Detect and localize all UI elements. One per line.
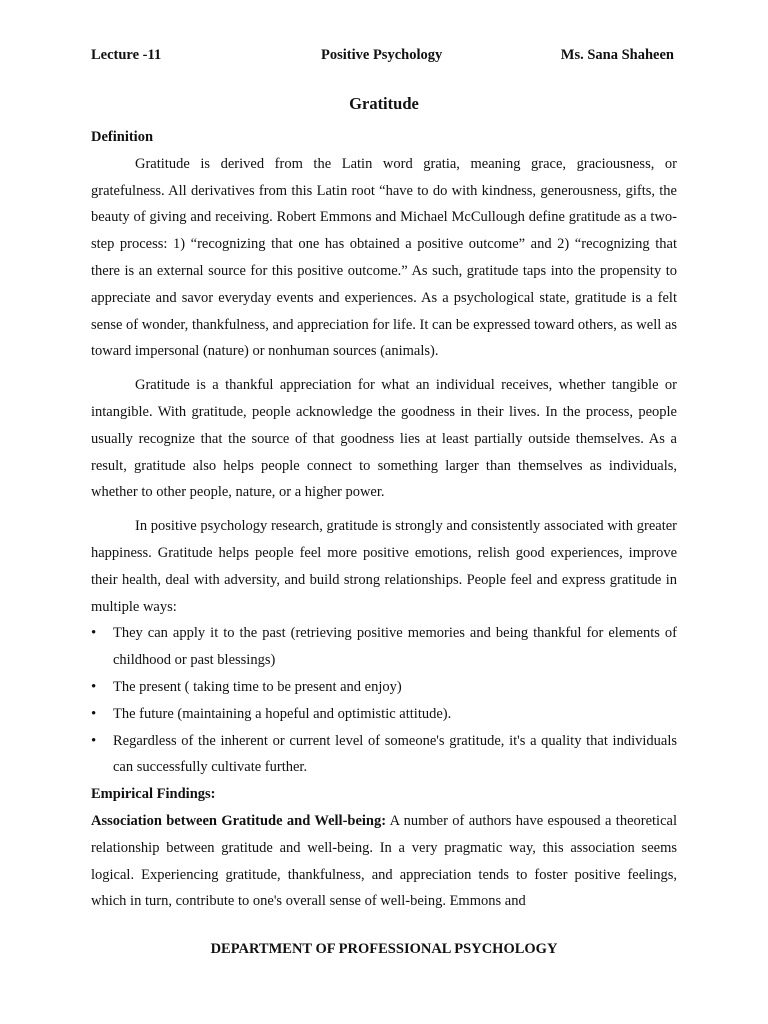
document-body	[91, 124, 677, 915]
list-item: • The future (maintaining a hopeful and optimistic attitude).	[91, 701, 677, 728]
definition-paragraph-1: Gratitude is derived from the Latin word gratia, meaning grace, graciousness, or gratefulness. All derivatives from this Latin root “have to do with kindness, generousness, gifts, the beauty of giving and receiving. Robert Emmons and Michael McCullough define gratitude as a two-step process: 1) “recognizing that one has obtained a positive outcome” and 2) “recognizing that there is an external source for this positive outcome.” As such, gratitude taps into the propensity to appreciate and savor everyday events and experiences. As a psychological state, gratitude is a felt sense of wonder, thankfulness, and appreciation for life. It can be expressed toward others, as well as toward impersonal (nature) or nonhuman sources (animals).	[91, 155, 677, 360]
definition-paragraph-2: Gratitude is a thankful appreciation for what an individual receives, whether tangible or intangible. With gratitude, people acknowledge the goodness in their lives. In the process, people usually recognize that the source of that goodness lies at least partially outside themselves. As a result, gratitude also helps people connect to something larger than themselves as individuals, whether to other people, nature, or a higher power.	[91, 377, 677, 501]
association-paragraph	[91, 808, 677, 915]
association-lead: Association between Gratitude and Well-being:	[91, 812, 387, 829]
gratitude-ways-list	[91, 620, 677, 781]
list-item: • Regardless of the inherent or current level of someone's gratitude, it's a quality that individuals can successfully cultivate further.	[91, 728, 677, 782]
instructor-name: Ms. Sana Shaheen	[560, 47, 674, 63]
page-title: Gratitude	[349, 94, 419, 113]
definition-paragraph-3: In positive psychology research, gratitude is strongly and consistently associated with greater happiness. Gratitude helps people feel more positive emotions, relish good experiences, improve their health, deal with adversity, and build strong relationships. People feel and express gratitude in multiple ways:	[91, 518, 677, 615]
empirical-findings-heading: Empirical Findings:	[91, 786, 216, 803]
association-text: A number of authors have espoused a theoretical relationship between gratitude and well-being. In a very pragmatic way, this association seems logical. Experiencing gratitude, thankfulness, and appreciation tends to foster positive feelings, which in turn, contribute to one's overall sense of well-being. Emmons and	[91, 812, 677, 910]
page-header	[91, 47, 677, 67]
course-title: Positive Psychology	[321, 47, 443, 63]
definition-heading: Definition	[91, 129, 154, 145]
list-item: • They can apply it to the past (retrieving positive memories and being thankful for elements of childhood or past blessings)	[91, 620, 677, 674]
lecture-number: Lecture -11	[91, 47, 162, 63]
list-item: • The present ( taking time to be present and enjoy)	[91, 674, 677, 701]
page-footer: DEPARTMENT OF PROFESSIONAL PSYCHOLOGY	[210, 941, 558, 957]
